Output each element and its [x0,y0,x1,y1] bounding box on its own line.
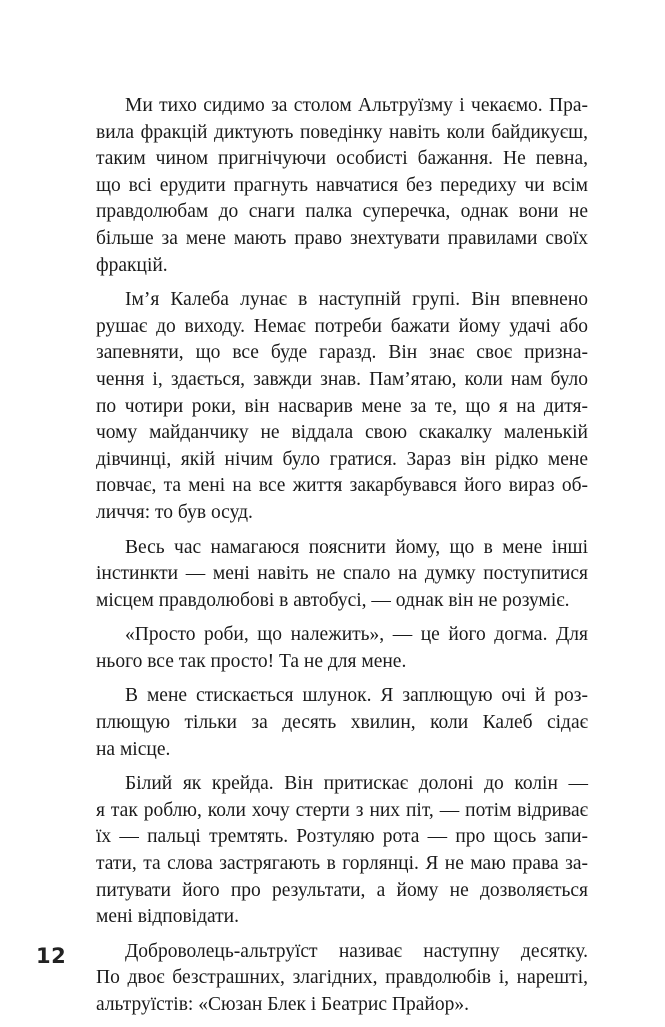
paragraph [96,93,588,279]
text-line: повчає, та мені на все життя закарбувався його вираз об- [96,475,588,497]
paragraph [96,683,588,763]
text-line: личчя: то був осуд. [96,501,253,523]
text-line: Білий як крейда. Він притискає долоні до колін — [125,773,588,795]
text-line: рушає до виходу. Немає потреби бажати йому удачі або [96,315,588,337]
text-line: Ім’я Калеба лунає в наступній групі. Він впевнено [125,289,588,311]
text-line: Весь час намагаюся пояснити йому, що в мене інші [125,536,588,558]
text-line: питувати його про результати, а йому не дозволяється [96,879,588,901]
text-line: По двоє безстрашних, злагідних, правдолюбів і, нарешті, [96,967,588,989]
text-line: дівчинці, якій нічим було гратися. Зараз він рідко мене [96,448,588,470]
text-line: таким чином пригнічуючи особисті бажання. Не певна, [96,148,588,170]
text-line: «Просто роби, що належить», — це його догма. Для [125,624,588,646]
text-line: чення і, здається, завжди знав. Пам’ятаю, коли нам було [96,368,588,390]
paragraph [96,622,588,675]
text-line: інстинкти — мені навіть не спало на думку поступитися [96,563,588,585]
text-line: тати, та слова застрягають в горлянці. Я не маю права за- [96,853,588,875]
text-line: В мене стискається шлунок. Я заплющую очі й роз- [125,685,588,707]
text-line: на місце. [96,738,171,760]
paragraph [96,287,588,526]
page-number: 12 [36,944,67,968]
paragraph [96,535,588,615]
paragraph [96,771,588,931]
text-line: Ми тихо сидимо за столом Альтруїзму і чекаємо. Пра- [125,95,588,116]
text-line: що всі ерудити прагнуть навчатися без передиху чи всім [96,174,588,196]
text-line: запевняти, що все буде гаразд. Він знає своє призна- [96,342,588,364]
text-line: нього все так просто! Та не для мене. [96,650,407,672]
text-line: місцем правдолюбові в автобусі, — однак він не розуміє. [96,589,570,611]
text-line: правдолюбам до снаги палка суперечка, однак вони не [96,201,588,223]
text-line: мені відповідати. [96,906,239,928]
paragraph [96,939,588,1019]
body-text [96,93,588,1027]
text-line: більше за мене мають право знехтувати правилами своїх [96,227,588,249]
text-line: Доброволець-альтруїст називає наступну десятку. [125,940,588,962]
text-line: плющую тільки за десять хвилин, коли Калеб сідає [96,712,588,734]
text-line: вила фракцій диктують поведінку навіть коли байдикуєш, [96,121,588,143]
text-line: фракцій. [96,254,168,276]
text-line: чому майданчику не віддала свою скакалку маленькій [96,422,588,444]
text-line: альтруїстів: «Сюзан Блек і Беатрис Прайор». [96,994,469,1015]
text-line: по чотири роки, він насварив мене за те, що я на дитя- [96,395,588,417]
text-line: я так роблю, коли хочу стерти з них піт, — потім відриває [96,799,588,821]
text-line: їх — пальці тремтять. Розтуляю рота — про щось запи- [96,826,588,848]
